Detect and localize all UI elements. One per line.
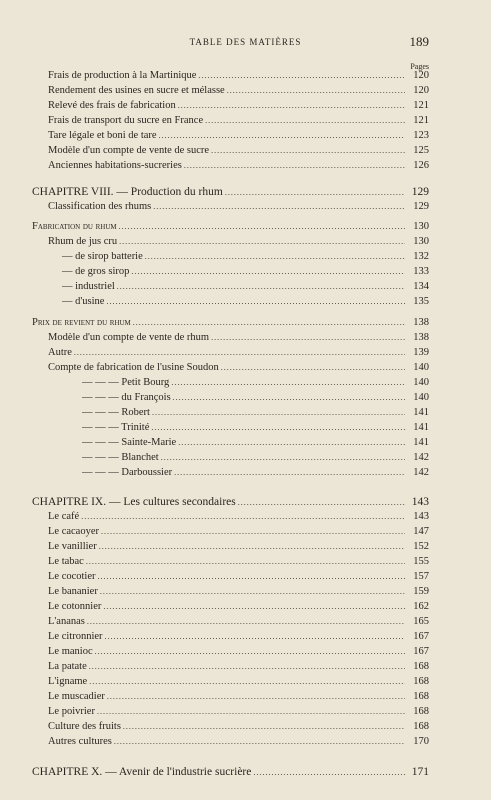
toc-entry-page: 129 [413,201,429,212]
toc-entry-page: 123 [413,130,429,141]
toc-entry [48,85,429,101]
toc-entry [82,452,429,468]
toc-entry-label: Le cocotier [48,571,96,582]
toc-entry-label: Rhum de jus cru [48,236,118,247]
toc-entry [48,115,429,131]
toc-entry-label: Culture des fruits [48,721,121,732]
toc-entry-label: Le vanillier [48,541,97,552]
toc-entry-label: L'igname [48,676,88,687]
toc-entry-page: 155 [413,556,429,567]
toc-entry-label: Le cacaoyer [48,526,99,537]
toc-entry-page: 142 [413,467,429,478]
chapter-heading-label: CHAPITRE VIII. — Production du rhum [32,186,223,198]
toc-entry-page: 129 [411,186,429,198]
toc-entry-label: — — — Robert [82,407,150,418]
toc-entry-page: 132 [413,251,429,262]
toc-entry-page: 121 [413,100,429,111]
toc-entry-page: 140 [413,392,429,403]
toc-entry [48,691,429,707]
toc-entry-page: 147 [413,526,429,537]
toc-entry-label: Classification des rhums [48,201,152,212]
toc-entry-page: 138 [413,332,429,343]
toc-entry-page: 162 [413,601,429,612]
toc-entry-page: 126 [413,160,429,171]
toc-entry [48,721,429,737]
toc-entry-label: Relevé des frais de fabrication [48,100,176,111]
toc-entry [48,541,429,557]
toc-entry [48,631,429,647]
toc-entry [82,422,429,438]
section-heading-label: Fabrication du rhum [32,221,117,232]
toc-entry [48,160,429,176]
toc-entry [48,347,429,363]
toc-entry [48,556,429,572]
toc-entry-page: 121 [413,115,429,126]
toc-entry-page: 167 [413,631,429,642]
toc-entry-label: Le bananier [48,586,98,597]
toc-entry-page: 133 [413,266,429,277]
toc-entry-label: La patate [48,661,87,672]
toc-entry [48,145,429,161]
toc-entry-label: Autre [48,347,72,358]
toc-entry-label: Tare légale et boni de tare [48,130,157,141]
toc-entry-page: 120 [413,85,429,96]
toc-entry-label: Le citronnier [48,631,103,642]
toc-entry-page: 140 [413,377,429,388]
header-title: TABLE DES MATIÈRES [189,37,302,47]
toc-entry [48,676,429,692]
toc-entry-page: 168 [413,661,429,672]
toc-entry-label: — de gros sirop [62,266,130,277]
toc-entry-page: 141 [413,422,429,433]
toc-entry-page: 168 [413,721,429,732]
toc-entry [48,511,429,527]
toc-entry-page: 142 [413,452,429,463]
toc-entry-label: Le café [48,511,80,522]
toc-entry-page: 140 [413,362,429,373]
toc-entry-label: Le cotonnier [48,601,102,612]
toc-entry-label: Modèle d'un compte de vente de rhum [48,332,210,343]
chapter-heading-label: CHAPITRE IX. — Les cultures secondaires [32,496,236,508]
toc-entry [48,201,429,217]
page-number: 189 [409,34,429,49]
toc-entry-label: Frais de transport du sucre en France [48,115,204,126]
toc-entry-label: Le poivrier [48,706,95,717]
toc-entry [48,130,429,146]
toc-entry-page: 138 [413,317,429,328]
toc-entry-label: — — — du François [82,392,171,403]
toc-entry [62,281,429,297]
toc-entry [48,661,429,677]
toc-entry-label: Le manioc [48,646,93,657]
toc-entry-page: 135 [413,296,429,307]
chapter-heading [32,496,429,512]
toc-entry-page: 130 [413,236,429,247]
running-header [0,34,491,50]
toc-entry-label: L'ananas [48,616,85,627]
toc-entry [62,296,429,312]
toc-entry-page: 134 [413,281,429,292]
toc-entry-label: Anciennes habitations-sucreries [48,160,182,171]
chapter-heading [32,766,429,782]
toc-entry-page: 170 [413,736,429,747]
toc-entry [48,526,429,542]
toc-entry [48,601,429,617]
toc-entry [48,586,429,602]
toc-entry [48,706,429,722]
toc-entry-label: Le tabac [48,556,84,567]
toc-entry-page: 139 [413,347,429,358]
toc-entry [48,571,429,587]
toc-entry [48,100,429,116]
toc-entry [82,407,429,423]
toc-entry [62,251,429,267]
toc-entry-label: — — — Blanchet [82,452,159,463]
toc-entry-page: 159 [413,586,429,597]
toc-entry [48,70,429,86]
toc-entry-label: Compte de fabrication de l'usine Soudon [48,362,219,373]
toc-entry-page: 141 [413,437,429,448]
toc-entry-page: 168 [413,706,429,717]
toc-entry-page: 143 [413,511,429,522]
chapter-heading-label: CHAPITRE X. — Avenir de l'industrie sucrière [32,766,252,778]
toc-entry-page: 130 [413,221,429,232]
toc-entry [82,377,429,393]
toc-entry [82,437,429,453]
toc-entry [48,362,429,378]
toc-entry-label: Frais de production à la Martinique [48,70,197,81]
toc-entry [48,332,429,348]
toc-entry-page: 168 [413,676,429,687]
toc-entry-label: Rendement des usines en sucre et mélasse [48,85,225,96]
toc-entry-page: 125 [413,145,429,156]
section-heading [32,317,429,333]
toc-entry [62,266,429,282]
toc-entry-label: — — — Trinité [82,422,150,433]
toc-entry-page: 152 [413,541,429,552]
toc-entry-label: — industriel [62,281,115,292]
toc-entry-label: — — — Darboussier [82,467,173,478]
toc-entry-label: — — — Petit Bourg [82,377,170,388]
toc-entry-page: 168 [413,691,429,702]
toc-entry [48,616,429,632]
toc-entry [48,736,429,752]
section-heading [32,221,429,237]
toc-entry-label: Le muscadier [48,691,105,702]
toc-entry [82,467,429,483]
toc-entry [82,392,429,408]
toc-entry-label: Autres cultures [48,736,112,747]
toc-entry-page: 143 [411,496,429,508]
toc-entry [48,646,429,662]
toc-entry-page: 167 [413,646,429,657]
toc-entry-page: 120 [413,70,429,81]
section-heading-label: Prix de revient du rhum [32,317,131,328]
chapter-heading [32,186,429,202]
toc-entry-page: 165 [413,616,429,627]
toc-entry-page: 157 [413,571,429,582]
toc-entry-label: — d'usine [62,296,105,307]
toc-entry-page: 141 [413,407,429,418]
toc-entry-label: — — — Sainte-Marie [82,437,177,448]
pages-column-label: Pages [410,62,429,71]
toc-entry-page: 171 [411,766,429,778]
toc-entry-label: Modèle d'un compte de vente de sucre [48,145,210,156]
toc-entry-label: — de sirop batterie [62,251,143,262]
toc-entry [48,236,429,252]
